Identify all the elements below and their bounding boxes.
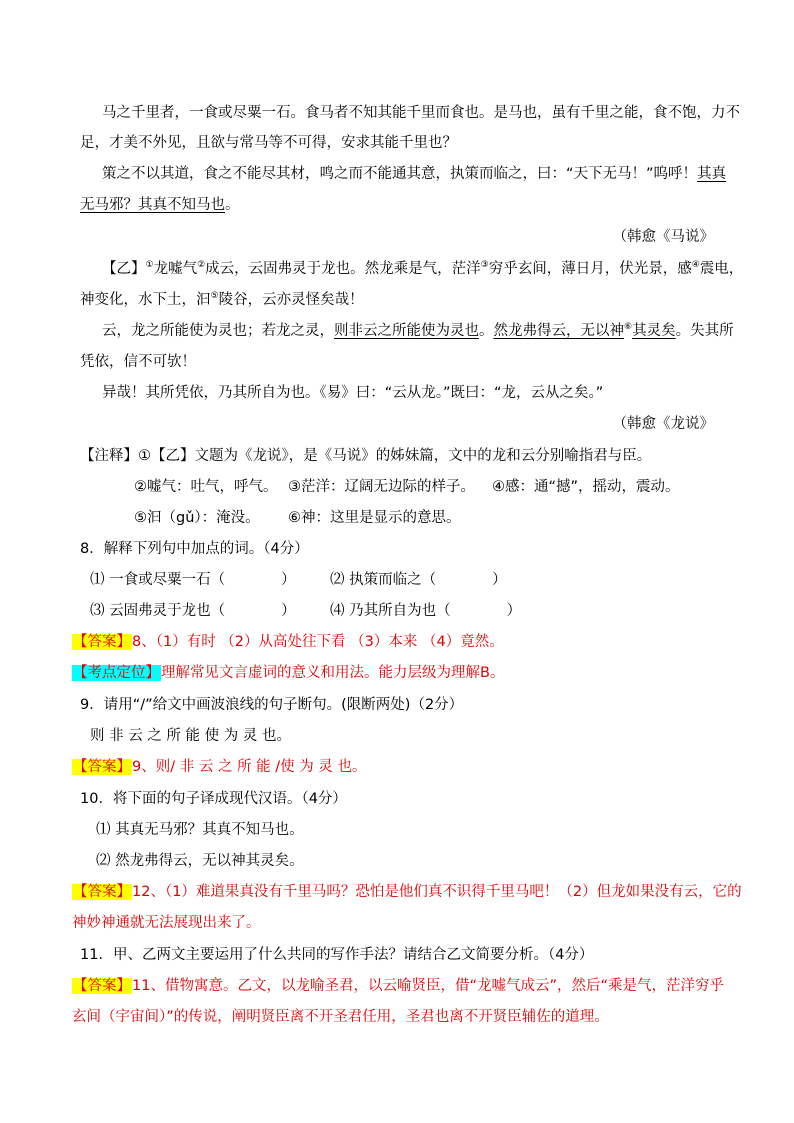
passage-a-text: 策之不以其道，食之不能尽其材，鸣之而不能通其意，执策而临之，曰：“天下无马！”呜呼！	[102, 166, 698, 182]
paren-close: ）	[281, 572, 296, 588]
q10-answer-line1	[72, 881, 742, 903]
answer-text: 8、（1）有时 （2）从高处往下看 （3）本来 （4）竟然。	[132, 634, 504, 650]
keypoint-tag: 【考点定位】	[73, 665, 160, 681]
note-5: ⑤汩（gǔ）：淹没。	[134, 510, 260, 526]
passage-a-p2-line2	[80, 194, 240, 216]
passage-a-source: （韩愈《马说》	[612, 229, 714, 245]
note-2: ②嘘气：吐气，呼气。	[134, 479, 278, 495]
q11-title: 11．甲、乙两文主要运用了什么共同的写作手法？请结合乙文简要分析。（4分）	[80, 947, 594, 963]
q8-keypoint	[72, 662, 504, 684]
underlined-text: 其真	[697, 166, 727, 182]
answer-tag: 【答案】	[73, 759, 131, 775]
answer-tag: 【答案】	[73, 978, 131, 994]
note-4: ④感：通“撼”，摇动，震动。	[492, 479, 680, 495]
q8-item3-text: ⑶ 云固弗灵于龙也（	[90, 603, 226, 619]
passage-b-text: 穷乎玄间，薄日月，伏光景，感	[488, 261, 692, 277]
note-marker: ④	[691, 260, 700, 271]
q9-sentence: 则 非 云 之 所 能 使 为 灵 也。	[90, 728, 291, 744]
keypoint-text: 理解常见文言虚词的意义和用法。能力层级为理解B。	[161, 665, 505, 681]
passage-b-text: 震电，	[699, 261, 744, 277]
q8-item3	[90, 600, 296, 622]
q8-answer	[72, 631, 504, 653]
underlined-text: 其灵矣	[632, 323, 676, 339]
q8-item4-text: ⑷ 乃其所自为也（	[330, 603, 451, 619]
q8-item1	[90, 569, 296, 591]
passage-b-text: 。失其所	[675, 323, 734, 339]
passage-b-line2	[80, 289, 364, 311]
answer-text: 11、借物寓意。乙文，以龙喻圣君，以云喻贤臣，借“龙嘘气成云”，然后“乘是气，茫洋穷乎	[132, 978, 724, 994]
wavy-underlined-text: 则非云之所能使为灵也	[334, 323, 479, 339]
passage-b-text: 龙嘘气	[153, 261, 198, 277]
q8-item4	[330, 600, 521, 622]
paren-close: ）	[506, 603, 522, 619]
answer-text: 9、则/ 非 云 之 所 能 /使 为 灵 也。	[132, 759, 367, 775]
q10-item2: ⑵ 然龙弗得云，无以神其灵矣。	[96, 853, 304, 869]
note-marker: ⑤	[210, 291, 219, 302]
underlined-text: 然龙弗得云，无以神	[493, 323, 624, 339]
q11-answer-line1	[72, 975, 724, 997]
passage-b-line4: 凭依，信不可欤！	[80, 354, 196, 370]
passage-b-line5: 异哉！其所凭依，乃其所自为也。《易》曰：“云从龙。”既曰：“龙，云从之矣。”	[102, 385, 604, 401]
underlined-text: 无马邪？其真不知马也	[80, 197, 225, 213]
paren-close: ）	[281, 603, 296, 619]
passage-b-text: 神变化，水下土，汩	[80, 292, 211, 308]
q9-title: 9．请用“/”给文中画波浪线的句子断句。(限断两处)（2分）	[80, 697, 464, 713]
q8-item2	[330, 569, 507, 591]
q9-answer	[72, 756, 366, 778]
answer-text: 12、（1）难道果真没有千里马吗？恐怕是他们真不识得千里马吧！（2）但龙如果没有云，它的	[132, 884, 742, 900]
answer-tag: 【答案】	[73, 884, 131, 900]
note-marker: ③	[480, 260, 489, 271]
passage-b-text: 成云，云固弗灵于龙也。然龙乘是气，茫洋	[205, 261, 481, 277]
q8-title: 8．解释下列句中加点的词。（4分）	[80, 541, 309, 557]
passage-b-line3	[102, 320, 734, 342]
passage-a-p1-line2: 足，才美不外见，且欲与常马等不可得，安求其能千里也？	[80, 135, 457, 151]
passage-b-line1	[102, 258, 743, 280]
passage-a-p2-line1	[102, 163, 726, 185]
paren-close: ）	[492, 572, 507, 588]
passage-a-text: 。	[225, 197, 240, 213]
note-marker: ②	[197, 260, 206, 271]
q11-answer-line2: 玄间（宇宙间）”的传说，阐明贤臣离不开圣君任用，圣君也离不开贤臣辅佐的道理。	[72, 1009, 609, 1025]
note-marker: ①	[145, 260, 154, 271]
passage-b-text: 云，龙之所能使为灵也；若龙之灵，	[102, 323, 334, 339]
note-3: ③茫洋：辽阔无边际的样子。	[288, 479, 475, 495]
q10-item1: ⑴ 其真无马邪？其真不知马也。	[96, 822, 304, 838]
passage-b-text: 。	[479, 323, 494, 339]
passage-a-p1-line1: 马之千里者，一食或尽粟一石。食马者不知其能千里而食也。是马也，虽有千里之能，食不饱，力不	[102, 105, 740, 121]
notes-line1: 【注释】①【乙】文题为《龙说》，是《马说》的姊妹篇，文中的龙和云分别喻指君与臣。	[80, 448, 652, 464]
q8-item1-text: ⑴ 一食或尽粟一石（	[90, 572, 226, 588]
passage-b-label: 【乙】	[102, 261, 146, 277]
note-6: ⑥神：这里是显示的意思。	[288, 510, 461, 526]
q10-title: 10．将下面的句子译成现代汉语。（4分）	[80, 791, 347, 807]
q8-item2-text: ⑵ 执策而临之（	[330, 572, 437, 588]
answer-tag: 【答案】	[73, 634, 131, 650]
passage-b-source: （韩愈《龙说》	[612, 416, 714, 432]
note-marker: ⑥	[624, 322, 633, 333]
passage-b-text: 陵谷，云亦灵怪矣哉！	[218, 292, 364, 308]
q10-answer-line2: 神妙神通就无法展现出来了。	[72, 915, 261, 931]
